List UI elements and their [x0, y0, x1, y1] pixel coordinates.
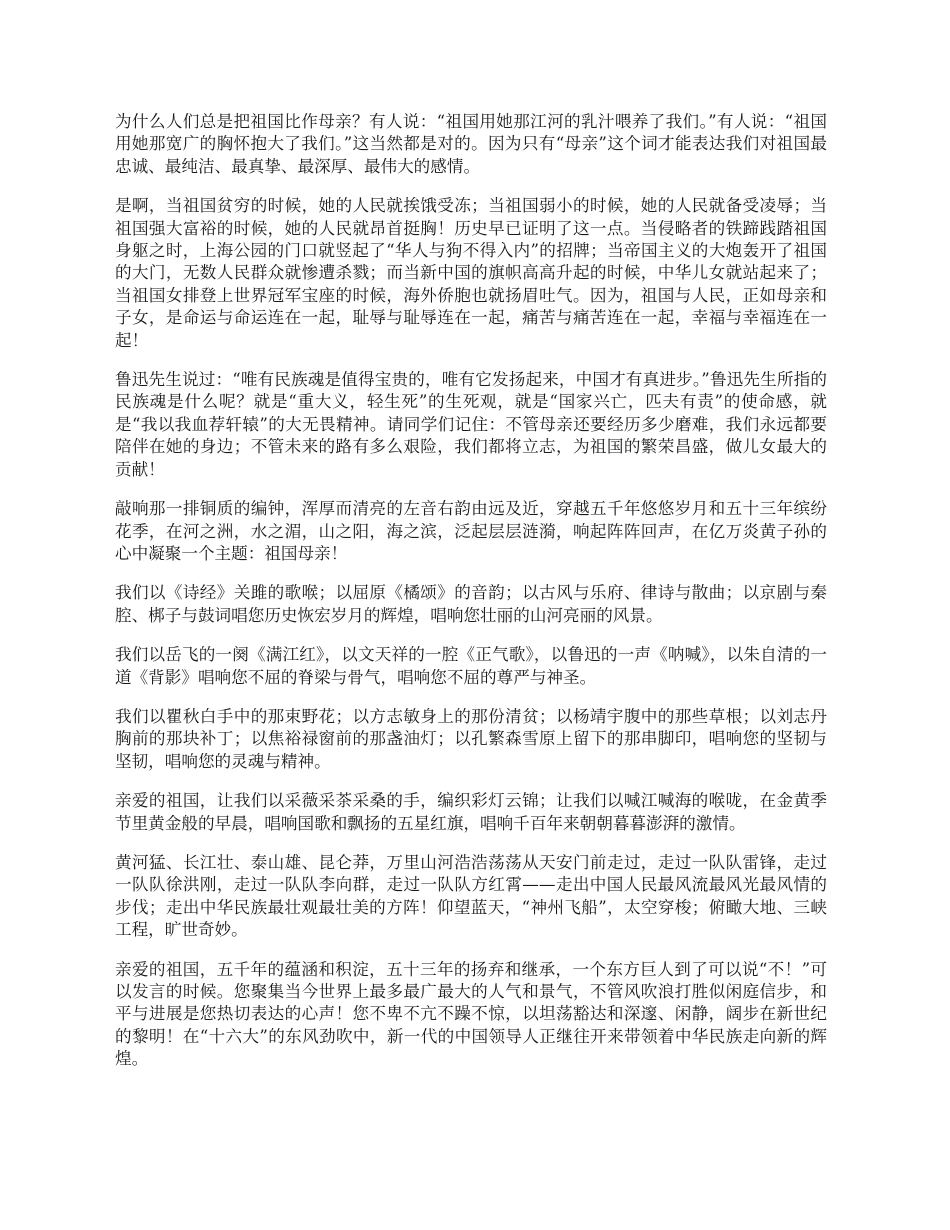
paragraph: 敲响那一排铜质的编钟，浑厚而清亮的左音右韵由远及近，穿越五千年悠悠岁月和五十三年缤纷花季，在河之洲，水之湄，山之阳，海之滨，泛起层层涟漪，响起阵阵回声，在亿万炎黄子孙的心中凝聚一个主题：祖国母亲！: [115, 499, 827, 563]
paragraph: 亲爱的祖国，五千年的蕴涵和积淀，五十三年的扬弃和继承，一个东方巨人到了可以说“不！”可以发言的时候。您聚集当今世界上最多最广最大的人气和景气，不管风吹浪打胜似闲庭信步，和平与进展是您热切表达的心声！您不卑不亢不躁不惊，以坦荡豁达和深邃、闲静，阔步在新世纪的黎明！在“十六大”的东风劲吹中，新一代的中国领导人正继往开来带领着中华民族走向新的辉煌。: [115, 959, 827, 1069]
paragraph: 是啊，当祖国贫穷的时候，她的人民就挨饿受冻；当祖国弱小的时候，她的人民就备受凌辱；当祖国强大富裕的时候，她的人民就昂首挺胸！历史早已证明了这一点。当侵略者的铁蹄践踏祖国身躯之时，上海公园的门口就竖起了“华人与狗不得入内”的招牌；当帝国主义的大炮轰开了祖国的大门，无数人民群众就惨遭杀戮；而当新中国的旗帜高高升起的时候，中华儿女就站起来了；当祖国女排登上世界冠军宝座的时候，海外侨胞也就扬眉吐气。因为，祖国与人民，正如母亲和子女，是命运与命运连在一起，耻辱与耻辱连在一起，痛苦与痛苦连在一起，幸福与幸福连在一起！: [115, 196, 827, 350]
paragraph: 为什么人们总是把祖国比作母亲？有人说：“祖国用她那江河的乳汁喂养了我们。”有人说：“祖国用她那宽广的胸怀抱大了我们。”这当然都是对的。因为只有“母亲”这个词才能表达我们对祖国最忠诚、最纯洁、最真挚、最深厚、最伟大的感情。: [115, 112, 827, 176]
paragraph: 黄河猛、长江壮、泰山雄、昆仑莽，万里山河浩浩荡荡从天安门前走过，走过一队队雷锋，走过一队队徐洪刚，走过一队队李向群，走过一队队方红霄——走出中国人民最风流最风光最风情的步伐；走出中华民族最壮观最壮美的方阵！仰望蓝天，“神州飞船”，太空穿梭；俯瞰大地、三峡工程，旷世奇妙。: [115, 852, 827, 940]
paragraph: 亲爱的祖国，让我们以采薇采茶采桑的手，编织彩灯云锦；让我们以喊江喊海的喉咙，在金黄季节里黄金般的早晨，唱响国歌和飘扬的五星红旗，唱响千百年来朝朝暮暮澎湃的激情。: [115, 791, 827, 833]
paragraph: 我们以《诗经》关雎的歌喉；以屈原《橘颂》的音韵；以古风与乐府、律诗与散曲；以京剧与秦腔、梆子与鼓词唱您历史恢宏岁月的辉煌，唱响您壮丽的山河亮丽的风景。: [115, 583, 827, 625]
document-body: [115, 111, 827, 1088]
paragraph: 鲁迅先生说过：“唯有民族魂是值得宝贵的，唯有它发扬起来，中国才有真进步。”鲁迅先生所指的民族魂是什么呢？就是“重大义，轻生死”的生死观，就是“国家兴亡，匹夫有责”的使命感，就是“我以我血荐轩辕”的大无畏精神。请同学们记住：不管母亲还要经历多少磨难，我们永远都要陪伴在她的身边；不管未来的路有多么艰险，我们都将立志，为祖国的繁荣昌盛，做儿女最大的贡献！: [115, 370, 827, 479]
paragraph: 我们以瞿秋白手中的那束野花；以方志敏身上的那份清贫；以杨靖宇腹中的那些草根；以刘志丹胸前的那块补丁；以焦裕禄窗前的那盏油灯；以孔繁森雪原上留下的那串脚印，唱响您的坚韧与坚韧，唱响您的灵魂与精神。: [115, 706, 827, 771]
paragraph: 我们以岳飞的一阕《满江红》，以文天祥的一腔《正气歌》，以鲁迅的一声《呐喊》，以朱自清的一道《背影》唱响您不屈的脊梁与骨气，唱响您不屈的尊严与神圣。: [115, 645, 827, 687]
